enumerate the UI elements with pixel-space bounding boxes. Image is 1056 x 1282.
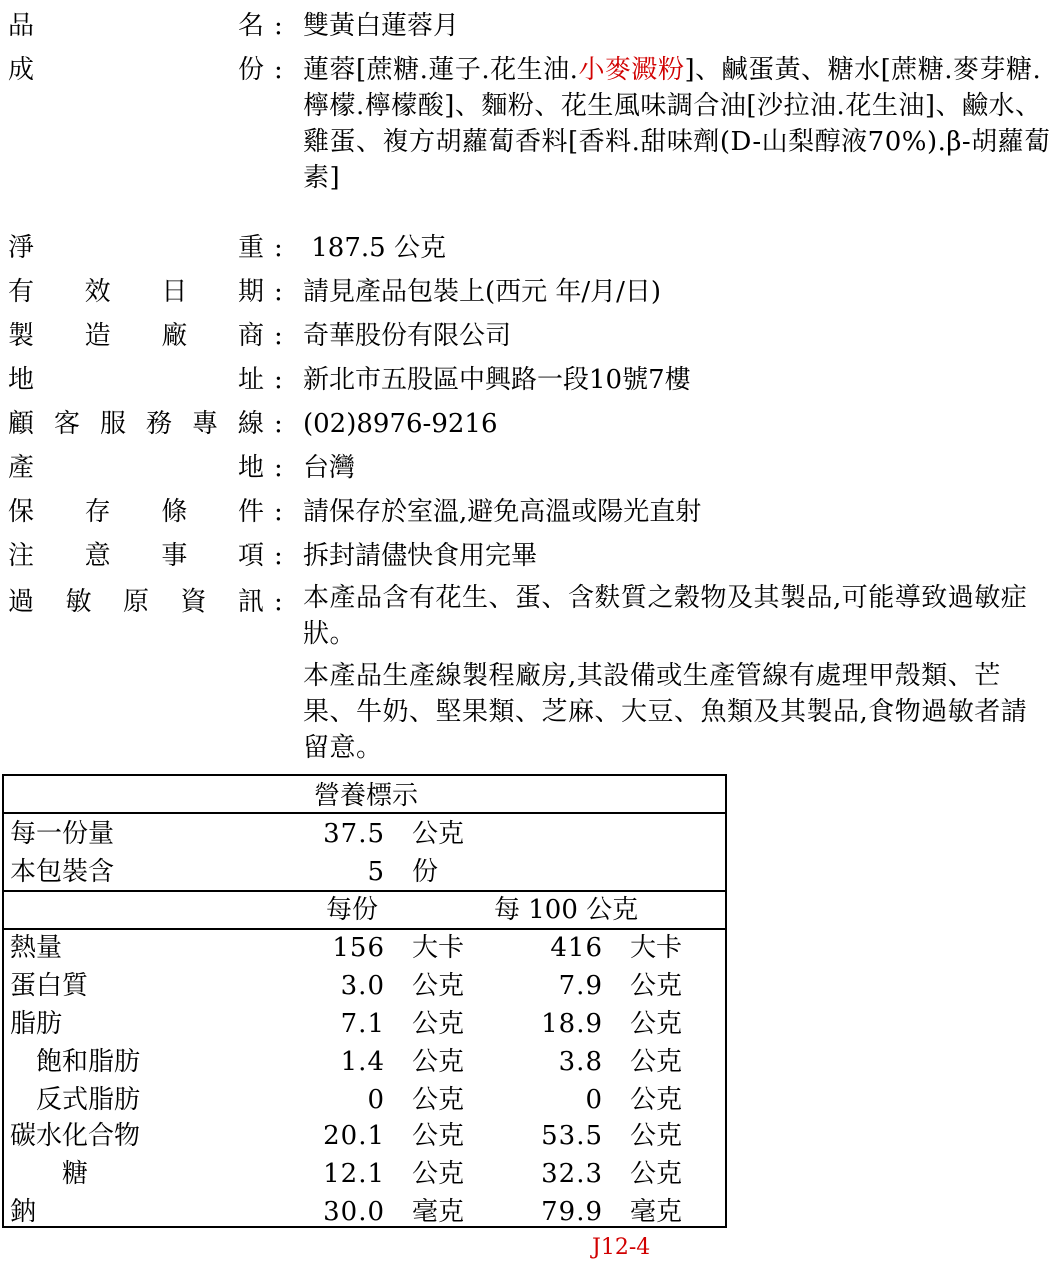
nutrient-per-100g-unit: 公克 [630, 1085, 683, 1115]
servings-label: 本包裝含 [10, 857, 115, 887]
allergen-statement: 本產品含有花生、蛋、含麩質之穀物及其製品,可能導致過敏症狀。 [303, 583, 1028, 649]
nutrient-per-100g-unit: 公克 [630, 1009, 683, 1039]
allergen-label: 過 敏 原 資 訊 [8, 587, 264, 617]
servings-unit: 份 [412, 857, 439, 887]
nutrient-name: 鈉 [10, 1197, 37, 1227]
nutrient-per-100g: 79.9 [541, 1197, 603, 1227]
nutrient-name: 蛋白質 [10, 971, 89, 1001]
nutrient-name: 飽和脂肪 [36, 1047, 141, 1077]
nutrient-per-serving: 7.1 [340, 1009, 385, 1039]
product-name-label: 品 名 [8, 11, 264, 41]
nutrient-per-serving-unit: 公克 [412, 1047, 465, 1077]
per-100g-header: 每 100 公克 [494, 895, 639, 925]
nutrient-per-serving: 1.4 [340, 1047, 385, 1077]
nutrient-per-100g: 32.3 [541, 1159, 603, 1189]
nutrition-table [2, 774, 727, 1228]
storage-value: 請保存於室溫,避免高溫或陽光直射 [303, 497, 702, 527]
manufacturer-label: 製 造 廠 商 [8, 321, 264, 351]
nutrient-name: 熱量 [10, 933, 63, 963]
hotline-row [0, 404, 1056, 444]
serving-size-label: 每一份量 [10, 819, 115, 849]
origin-label: 產 地 [8, 453, 264, 483]
notice-label: 注 意 事 項 [8, 541, 264, 571]
nutrient-per-serving-unit: 公克 [412, 1159, 465, 1189]
hotline-label: 顧 客 服 務 專 線 [8, 409, 264, 439]
serving-size-value: 37.5 [323, 819, 385, 849]
nutrient-per-100g-unit: 公克 [630, 1159, 683, 1189]
colon: : [274, 365, 283, 395]
nutrient-per-serving-unit: 公克 [412, 1085, 465, 1115]
nutrient-name: 糖 [62, 1159, 89, 1189]
notice-row [0, 536, 1056, 576]
manufacturer-row [0, 316, 1056, 356]
nutrient-per-serving: 20.1 [323, 1121, 385, 1151]
origin-row [0, 448, 1056, 488]
nutrient-per-serving-unit: 公克 [412, 1009, 465, 1039]
hotline-value: (02)8976-9216 [303, 409, 498, 439]
address-label: 地 址 [8, 365, 264, 395]
storage-row [0, 492, 1056, 532]
nutrient-per-serving: 0 [367, 1085, 385, 1115]
ingredients-label: 成 份 [8, 55, 264, 85]
net-weight-row [0, 228, 1056, 268]
divider [4, 812, 725, 814]
expiry-row [0, 272, 1056, 312]
nutrient-name: 碳水化合物 [10, 1121, 141, 1151]
nutrient-per-100g: 416 [550, 933, 603, 963]
document-code: J12-4 [592, 1235, 651, 1260]
nutrient-per-serving: 30.0 [323, 1197, 385, 1227]
expiry-value: 請見產品包裝上(西元 年/月/日) [303, 277, 662, 307]
servings-value: 5 [367, 857, 385, 887]
storage-label: 保 存 條 件 [8, 497, 264, 527]
nutrient-per-100g-unit: 公克 [630, 971, 683, 1001]
nutrient-per-serving: 12.1 [323, 1159, 385, 1189]
nutrient-per-serving-unit: 公克 [412, 971, 465, 1001]
nutrient-name: 脂肪 [10, 1009, 63, 1039]
nutrient-per-100g-unit: 公克 [630, 1121, 683, 1151]
net-weight-label: 淨 重 [8, 233, 264, 263]
colon: : [274, 11, 283, 41]
product-name-value: 雙黃白蓮蓉月 [303, 11, 460, 41]
nutrient-per-100g: 0 [585, 1085, 603, 1115]
colon: : [274, 233, 283, 263]
colon: : [274, 587, 283, 617]
nutrient-per-serving-unit: 公克 [412, 1121, 465, 1151]
colon: : [274, 321, 283, 351]
nutrient-per-serving-unit: 毫克 [412, 1197, 465, 1227]
nutrient-per-100g: 53.5 [541, 1121, 603, 1151]
colon: : [274, 409, 283, 439]
allergen-facility-statement: 本產品生產線製程廠房,其設備或生產管線有處理甲殼類、芒果、牛奶、堅果類、芝麻、大豆、魚類及其製品,食物過敏者請留意。 [303, 661, 1028, 763]
nutrient-per-serving: 3.0 [340, 971, 385, 1001]
address-row [0, 360, 1056, 400]
nutrient-per-100g: 7.9 [558, 971, 603, 1001]
nutrient-name: 反式脂肪 [36, 1085, 141, 1115]
notice-value: 拆封請儘快食用完畢 [303, 541, 538, 571]
nutrient-per-serving-unit: 大卡 [412, 933, 465, 963]
nutrient-per-100g-unit: 毫克 [630, 1197, 683, 1227]
nutrition-title: 營養標示 [314, 781, 419, 811]
expiry-label: 有 效 日 期 [8, 277, 264, 307]
net-weight-value: 187.5 公克 [303, 233, 446, 263]
allergen-highlight: 小麥澱粉 [578, 55, 685, 85]
nutrient-per-100g-unit: 公克 [630, 1047, 683, 1077]
address-value: 新北市五股區中興路一段10號7樓 [303, 365, 691, 395]
nutrient-per-serving: 156 [332, 933, 385, 963]
serving-size-unit: 公克 [412, 819, 465, 849]
colon: : [274, 277, 283, 307]
per-serving-header: 每份 [326, 895, 379, 925]
colon: : [274, 453, 283, 483]
nutrient-per-100g: 18.9 [541, 1009, 603, 1039]
colon: : [274, 497, 283, 527]
nutrient-per-100g: 3.8 [558, 1047, 603, 1077]
product-name-row [0, 6, 1056, 46]
origin-value: 台灣 [303, 453, 356, 483]
colon: : [274, 541, 283, 571]
manufacturer-value: 奇華股份有限公司 [303, 321, 512, 351]
nutrient-per-100g-unit: 大卡 [630, 933, 683, 963]
colon: : [274, 55, 283, 85]
ingredients-value: 蓮蓉[蔗糖.蓮子.花生油.小麥澱粉]、鹹蛋黃、糖水[蔗糖.麥芽糖.檸檬.檸檬酸]、麵粉、花生風味調合油[沙拉油.花生油]、鹼水、雞蛋、複方胡蘿蔔香料[香料.甜味劑(D-山梨醇液70%).β-胡蘿蔔素] [303, 55, 1051, 193]
